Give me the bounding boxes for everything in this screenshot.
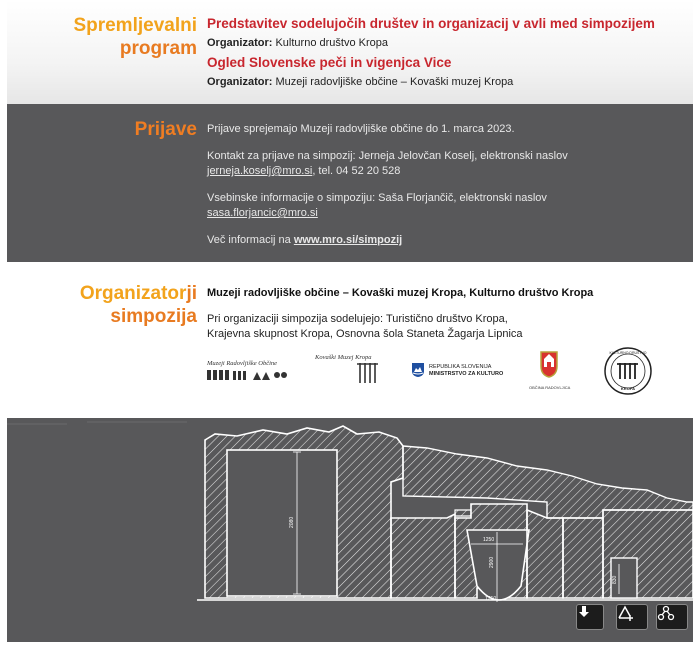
nails-icon bbox=[315, 361, 385, 385]
ministry-text-line1: REPUBLIKA SLOVENIJA bbox=[429, 364, 492, 370]
organizers-body bbox=[207, 286, 687, 342]
dim-label-low: 1250 bbox=[485, 596, 497, 602]
furnace-outline bbox=[7, 422, 693, 600]
section-registration bbox=[7, 104, 693, 262]
event1-organizer bbox=[207, 35, 687, 51]
radovljica-coat-of-arms-icon bbox=[529, 350, 569, 380]
event2-organizer-label: Organizator: bbox=[207, 76, 273, 88]
registration-deadline: Prijave sprejemajo Muzeji radovljiške občine do 1. marca 2023. bbox=[207, 123, 515, 135]
add-to-collection-icon bbox=[617, 605, 635, 621]
more-info bbox=[207, 233, 687, 248]
kovaski-muzej-kropa-logo bbox=[315, 354, 385, 390]
share-icon bbox=[657, 605, 675, 621]
event2-organizer bbox=[207, 74, 687, 90]
side-program-heading-line1: Spremljevalni bbox=[73, 15, 197, 36]
organizers-heading-part-a: Organizator bbox=[79, 283, 187, 304]
event2-organizer-name: Muzeji radovljiške občine – Kovaški muzej Kropa bbox=[275, 76, 514, 88]
more-info-prefix: Več informacij na bbox=[207, 234, 294, 246]
organizers-title: Muzeji radovljiške občine – Kovaški muzej Kropa, Kulturno društvo Kropa bbox=[207, 287, 594, 299]
furnace-technical-drawing bbox=[7, 418, 693, 642]
add-to-collection-button[interactable] bbox=[616, 604, 648, 630]
logo2-text: Kovaški Muzej Kropa bbox=[315, 354, 372, 361]
organizers-heading-line2: simpozija bbox=[110, 306, 197, 327]
ministry-text-line2: MINISTRSTVO ZA KULTURO bbox=[429, 371, 504, 377]
dim-label-tall: 2080 bbox=[289, 516, 295, 528]
share-button[interactable] bbox=[656, 604, 688, 630]
dim-label-right: 830 bbox=[612, 575, 618, 584]
event2-title: Ogled Slovenske peči in vigenjca Vice bbox=[207, 55, 452, 70]
side-program-heading bbox=[73, 14, 197, 60]
contact-text: Kontakt za prijave na simpozij: Jerneja Jelovčan Koselj, elektronski naslov bbox=[207, 150, 568, 162]
participants-line2: Krajevna skupnost Kropa, Osnovna šola Staneta Žagarja Lipnica bbox=[207, 328, 523, 340]
event1-title: Predstavitev sodelujočih društev in organizacij v avli med simpozijem bbox=[207, 16, 655, 31]
partner-logos bbox=[207, 350, 677, 394]
download-button[interactable] bbox=[576, 604, 604, 630]
seal-text-top: KULTURNO DRUŠTVO bbox=[609, 351, 647, 355]
dim-label-width: 1250 bbox=[483, 537, 495, 543]
event1-organizer-name: Kulturno društvo Kropa bbox=[275, 37, 388, 49]
section-organizers bbox=[7, 262, 693, 402]
ministry-text bbox=[429, 364, 503, 378]
logo1-text: Muzeji Radovljiške Občine bbox=[207, 360, 278, 367]
event1-organizer-label: Organizator: bbox=[207, 37, 273, 49]
download-icon bbox=[577, 605, 591, 619]
organizers-heading-line1 bbox=[80, 282, 197, 305]
registration-contact bbox=[207, 149, 687, 179]
seal-text-bottom: KROPA bbox=[620, 386, 636, 391]
registration-body bbox=[207, 122, 687, 260]
kulturno-drustvo-kropa-logo bbox=[603, 346, 653, 401]
content-info-email-link[interactable]: sasa.florjancic@mro.si bbox=[207, 207, 318, 219]
participants-line1: Pri organizaciji simpozija sodelujejo: Turistično društvo Kropa, bbox=[207, 313, 508, 325]
registration-heading: Prijave bbox=[134, 119, 197, 140]
organizers-heading bbox=[80, 282, 197, 328]
contact-email-link[interactable]: jerneja.koselj@mro.si bbox=[207, 165, 313, 177]
website-link[interactable]: www.mro.si/simpozij bbox=[293, 234, 403, 246]
contact-phone: , tel. 04 52 20 528 bbox=[312, 165, 401, 177]
content-info-text: Vsebinske informacije o simpoziju: Saša Florjančič, elektronski naslov bbox=[207, 192, 547, 204]
muzeji-radovljiske-obcine-logo bbox=[207, 360, 289, 386]
side-program-body bbox=[207, 15, 687, 90]
museum-figures-icon bbox=[207, 367, 289, 381]
section-side-program bbox=[7, 0, 693, 104]
slovenia-coat-of-arms-icon bbox=[411, 362, 425, 378]
side-program-heading-line2: program bbox=[119, 38, 197, 59]
content-info bbox=[207, 191, 687, 221]
organizers-heading-part-b: ji bbox=[186, 283, 197, 304]
obcina-radovljica-logo bbox=[529, 350, 569, 390]
dim-label-mid: 2900 bbox=[489, 556, 495, 568]
radovljica-text: OBČINA RADOVLJICA bbox=[529, 385, 571, 390]
